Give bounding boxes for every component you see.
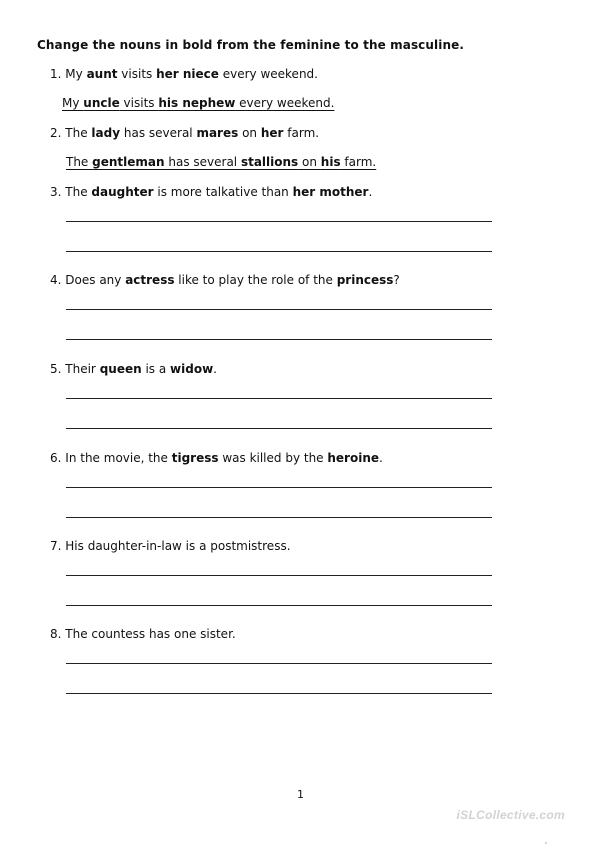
sentence-text: farm. [283,126,320,140]
question-number: 2. [50,126,62,140]
question-number: 1. [50,67,62,81]
example-answer-1 [62,96,334,110]
sentence-text: farm. [340,155,377,169]
answer-line[interactable] [66,487,492,488]
sentence-text: every weekend. [235,96,335,110]
instruction-heading: Change the nouns in bold from the feminine to the masculine. [37,38,465,52]
sentence-text: . [368,185,373,199]
question-4 [50,273,400,287]
question-2 [50,126,319,140]
sentence-text: His daughter-in-law is a postmistress. [65,539,291,553]
answer-line[interactable] [66,339,492,340]
sentence-text: every weekend. [218,67,318,81]
sentence-text: My [65,67,87,81]
answer-line[interactable] [66,221,492,222]
sentence-text: visits [119,96,159,110]
bold-noun: mares [196,126,239,140]
sentence-text: The countess has one sister. [65,627,236,641]
page-number: 1 [297,788,304,801]
question-number: 6. [50,451,62,465]
sentence-text: on [298,155,321,169]
question-5 [50,362,217,376]
example-answer-2 [66,155,376,169]
question-number: 4. [50,273,62,287]
bold-noun: princess [336,273,394,287]
bold-noun: actress [125,273,175,287]
watermark-logo: iSLCollective.com [456,808,565,822]
sentence-text: visits [117,67,157,81]
sentence-text: Their [65,362,100,376]
question-number: 7. [50,539,62,553]
question-6 [50,451,383,465]
bold-noun: aunt [86,67,118,81]
sentence-text: has several [164,155,241,169]
sentence-text: has several [120,126,197,140]
sentence-text: Does any [65,273,126,287]
sentence-text: . [213,362,217,376]
bold-noun: widow [170,362,214,376]
bold-noun: heroine [327,451,380,465]
sentence-text: The [65,126,92,140]
sentence-text: like to play the role of the [174,273,337,287]
scan-speck [545,842,547,844]
sentence-text: My [62,96,84,110]
answer-line[interactable] [66,575,492,576]
question-3 [50,185,372,199]
question-7 [50,539,291,553]
bold-noun: gentleman [92,155,165,169]
sentence-text: The [65,185,92,199]
answer-line[interactable] [66,251,492,252]
bold-noun: his [320,155,341,169]
question-1 [50,67,318,81]
answer-line[interactable] [66,398,492,399]
answer-line[interactable] [66,517,492,518]
bold-noun: queen [99,362,142,376]
bold-noun: her niece [156,67,219,81]
sentence-text: In the movie, the [65,451,172,465]
question-8 [50,627,236,641]
sentence-text: was killed by the [218,451,328,465]
answer-line[interactable] [66,693,492,694]
sentence-text: on [238,126,261,140]
bold-noun: her mother [292,185,369,199]
bold-noun: stallions [240,155,299,169]
answer-line[interactable] [66,428,492,429]
bold-noun: lady [91,126,121,140]
bold-noun: daughter [91,185,154,199]
bold-noun: her [260,126,284,140]
question-number: 5. [50,362,62,376]
sentence-text: The [66,155,93,169]
sentence-text: is more talkative than [153,185,293,199]
sentence-text: . [379,451,383,465]
sentence-text: ? [393,273,400,287]
answer-line[interactable] [66,309,492,310]
bold-noun: his nephew [158,96,236,110]
question-number: 3. [50,185,62,199]
answer-line[interactable] [66,605,492,606]
answer-line[interactable] [66,663,492,664]
sentence-text: is a [141,362,171,376]
question-number: 8. [50,627,62,641]
bold-noun: tigress [171,451,219,465]
bold-noun: uncle [83,96,120,110]
